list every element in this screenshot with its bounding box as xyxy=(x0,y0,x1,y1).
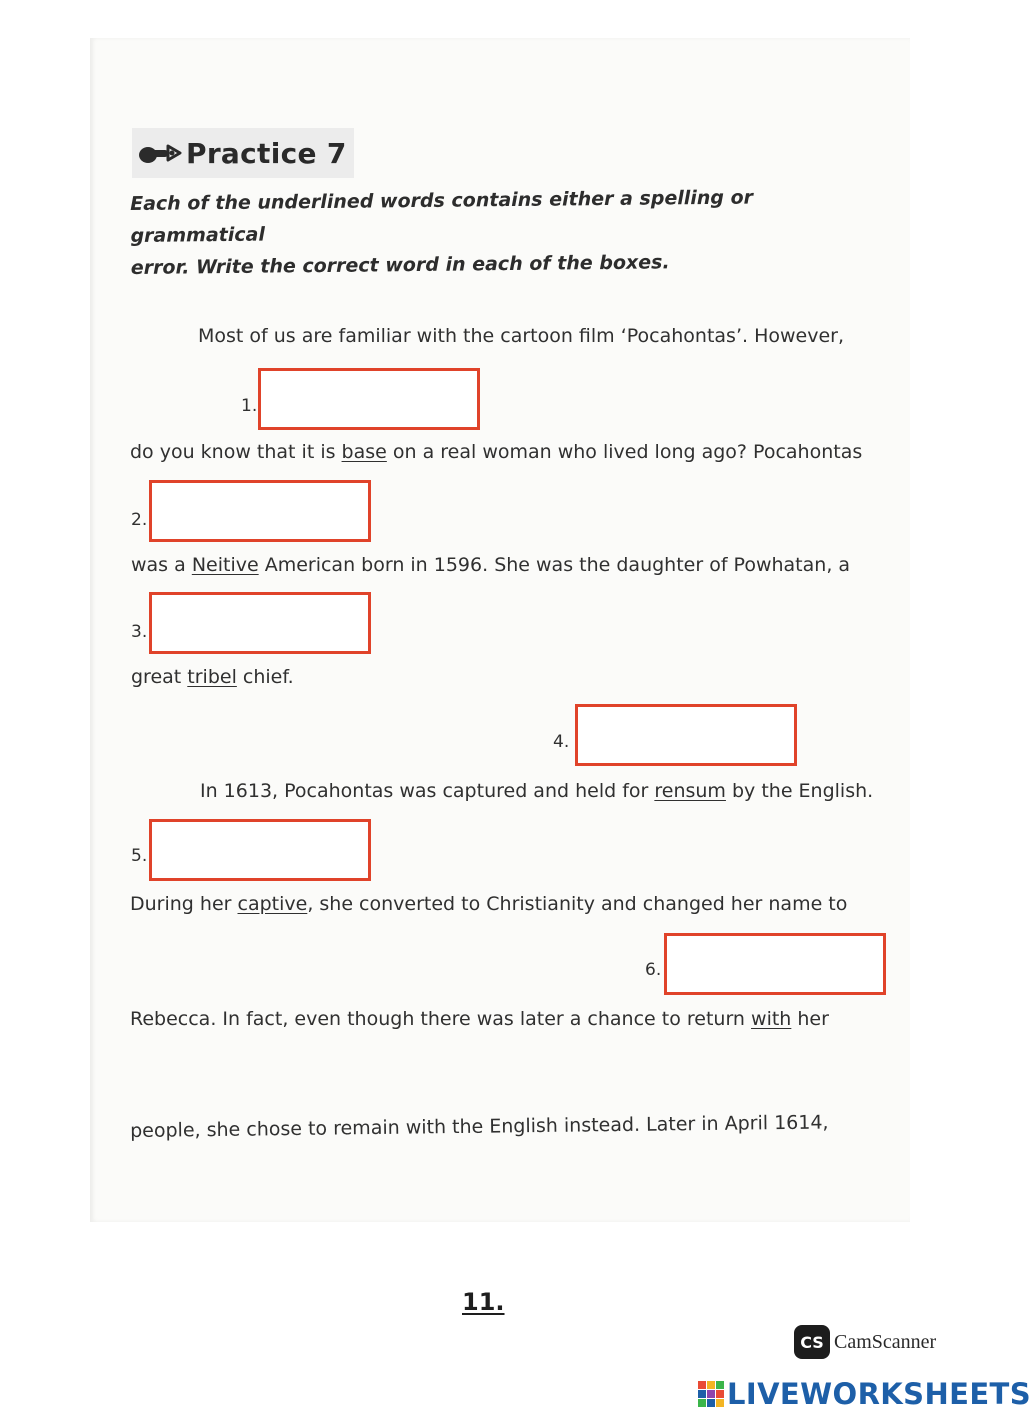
passage-line-6 xyxy=(130,891,847,917)
answer-box-4[interactable] xyxy=(575,704,797,766)
liveworksheets-logo-icon xyxy=(697,1380,725,1408)
camscanner-watermark xyxy=(794,1325,936,1359)
answer-box-3[interactable] xyxy=(149,592,371,654)
passage-line-8: people, she chose to remain with the English instead. Later in April 1614, xyxy=(130,1111,829,1142)
passage-text: on a real woman who lived long ago? Pocahontas xyxy=(386,441,863,463)
underlined-word-tribel: tribel xyxy=(187,666,237,688)
passage-line-7 xyxy=(130,1006,829,1032)
instructions-line-2: error. Write the correct word in each of the boxes. xyxy=(130,251,670,279)
passage-text: American born in 1596. She was the daughter of Powhatan, a xyxy=(258,554,851,576)
passage-line-2 xyxy=(130,439,862,465)
camscanner-text: CamScanner xyxy=(834,1330,937,1353)
instructions xyxy=(130,180,879,284)
passage-text: Rebecca. In fact, even though there was later a chance to return xyxy=(130,1008,752,1030)
passage-text: chief. xyxy=(236,666,294,688)
answer-box-5[interactable] xyxy=(149,819,371,881)
underlined-word-captive: captive xyxy=(237,893,308,915)
underlined-word-rensum: rensum xyxy=(654,780,726,802)
answer-box-6[interactable] xyxy=(664,933,886,995)
page-number: 11. xyxy=(462,1288,505,1316)
answer-4-label: 4. xyxy=(553,732,570,752)
passage-text: , she converted to Christianity and changed her name to xyxy=(307,893,848,915)
camscanner-logo-icon: CS xyxy=(794,1325,830,1359)
passage-line-1: Most of us are familiar with the cartoon film ‘Pocahontas’. However, xyxy=(198,325,844,347)
page-title: Practice 7 xyxy=(186,136,347,170)
underlined-word-with: with xyxy=(751,1008,792,1030)
passage-line-5 xyxy=(200,778,873,804)
passage-text: In 1613, Pocahontas was captured and held for xyxy=(200,780,655,802)
underlined-word-neitive: Neitive xyxy=(191,554,259,576)
passage-text: her xyxy=(791,1008,829,1030)
passage-text: was a xyxy=(131,554,192,576)
passage-text: great xyxy=(131,666,188,688)
passage-line-3 xyxy=(131,552,850,578)
answer-3-label: 3. xyxy=(131,622,148,642)
answer-box-2[interactable] xyxy=(149,480,371,542)
passage-text: do you know that it is xyxy=(130,441,342,463)
answer-box-1[interactable] xyxy=(258,368,480,430)
answer-6-label: 6. xyxy=(645,960,662,980)
liveworksheets-brand xyxy=(697,1377,1031,1411)
hand-pointer-icon xyxy=(134,138,186,168)
answer-1-label: 1. xyxy=(241,396,258,416)
liveworksheets-text: LIVEWORKSHEETS xyxy=(727,1377,1031,1411)
answer-2-label: 2. xyxy=(131,510,148,530)
practice-heading xyxy=(132,128,354,178)
answer-5-label: 5. xyxy=(131,846,148,866)
underlined-word-base: base xyxy=(341,441,387,463)
passage-line-4 xyxy=(131,664,294,690)
instructions-line-1: Each of the underlined words contains either a spelling or grammatical xyxy=(130,186,754,247)
passage-text: by the English. xyxy=(725,780,874,802)
passage-text: During her xyxy=(130,893,238,915)
